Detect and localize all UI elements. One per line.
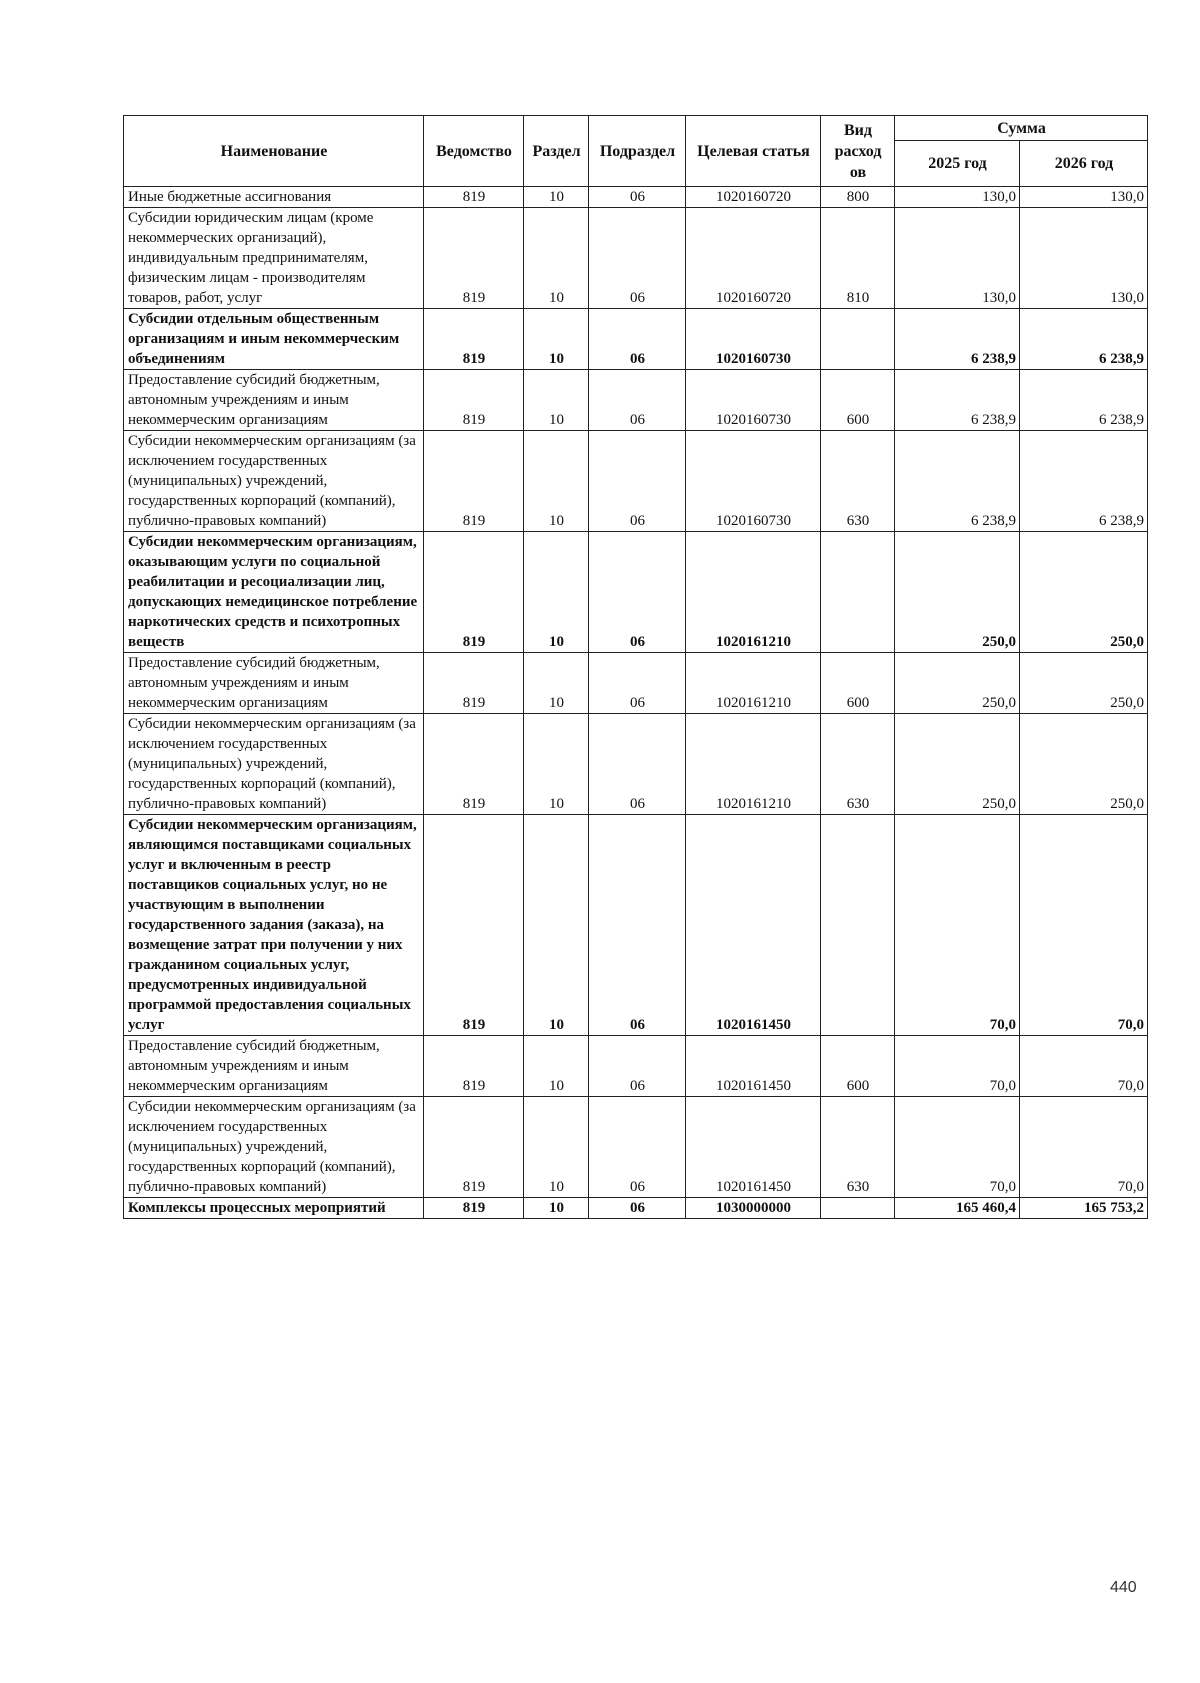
cell-sum-2026: 6 238,9 — [1020, 370, 1148, 431]
table-row — [124, 1036, 1148, 1097]
cell-razdel: 10 — [524, 1097, 589, 1198]
cell-podrazdel: 06 — [589, 187, 686, 208]
cell-sum-2026: 130,0 — [1020, 187, 1148, 208]
header-name: Наименование — [124, 116, 424, 187]
cell-sum-2026: 6 238,9 — [1020, 431, 1148, 532]
cell-sum-2025: 250,0 — [895, 714, 1020, 815]
header-2026: 2026 год — [1020, 141, 1148, 187]
cell-sum-2026: 6 238,9 — [1020, 309, 1148, 370]
cell-name: Субсидии некоммерческим организациям, являющимся поставщиками социальных услуг и включенным в реестр поставщиков социальных услуг, но не участвующим в выполнении государственного задания (заказа), на возмещение затрат при получении у них гражданином социальных услуг, предусмотренных индивидуальной программой предоставления социальных услуг — [124, 815, 424, 1036]
cell-podrazdel: 06 — [589, 532, 686, 653]
cell-sum-2026: 250,0 — [1020, 653, 1148, 714]
cell-vedomstvo: 819 — [424, 653, 524, 714]
table-row — [124, 532, 1148, 653]
header-razdel: Раздел — [524, 116, 589, 187]
cell-name: Иные бюджетные ассигнования — [124, 187, 424, 208]
page-number: 440 — [1110, 1579, 1137, 1596]
cell-tselevaya-statya: 1020161210 — [686, 714, 821, 815]
cell-vedomstvo: 819 — [424, 187, 524, 208]
cell-tselevaya-statya: 1020160730 — [686, 431, 821, 532]
header-tselevaya-statya: Целевая статья — [686, 116, 821, 187]
cell-razdel: 10 — [524, 532, 589, 653]
cell-vedomstvo: 819 — [424, 370, 524, 431]
cell-sum-2025: 6 238,9 — [895, 370, 1020, 431]
cell-sum-2025: 70,0 — [895, 1097, 1020, 1198]
cell-name: Субсидии некоммерческим организациям, оказывающим услуги по социальной реабилитации и ресоциализации лиц, допускающих немедицинское потребление наркотических средств и психотропных веществ — [124, 532, 424, 653]
table-row — [124, 714, 1148, 815]
cell-podrazdel: 06 — [589, 815, 686, 1036]
header-2025: 2025 год — [895, 141, 1020, 187]
cell-razdel: 10 — [524, 370, 589, 431]
cell-sum-2026: 250,0 — [1020, 714, 1148, 815]
cell-podrazdel: 06 — [589, 714, 686, 815]
cell-name: Предоставление субсидий бюджетным, автономным учреждениям и иным некоммерческим организациям — [124, 653, 424, 714]
cell-podrazdel: 06 — [589, 1097, 686, 1198]
cell-razdel: 10 — [524, 309, 589, 370]
cell-tselevaya-statya: 1020160720 — [686, 187, 821, 208]
cell-razdel: 10 — [524, 815, 589, 1036]
cell-vedomstvo: 819 — [424, 431, 524, 532]
cell-name: Субсидии некоммерческим организациям (за исключением государственных (муниципальных) учреждений, государственных корпораций (компаний), публично-правовых компаний) — [124, 714, 424, 815]
cell-razdel: 10 — [524, 1198, 589, 1219]
cell-vedomstvo: 819 — [424, 208, 524, 309]
cell-vedomstvo: 819 — [424, 532, 524, 653]
cell-name: Предоставление субсидий бюджетным, автономным учреждениям и иным некоммерческим организациям — [124, 370, 424, 431]
header-vid-raskhodov: Вид расход ов — [821, 116, 895, 187]
cell-vid-raskhodov: 600 — [821, 653, 895, 714]
cell-tselevaya-statya: 1020161210 — [686, 532, 821, 653]
cell-tselevaya-statya: 1020160730 — [686, 370, 821, 431]
cell-vedomstvo: 819 — [424, 815, 524, 1036]
cell-tselevaya-statya: 1020160730 — [686, 309, 821, 370]
cell-podrazdel: 06 — [589, 1036, 686, 1097]
cell-name: Субсидии юридическим лицам (кроме некоммерческих организаций), индивидуальным предпринимателям, физическим лицам - производителям товаров, работ, услуг — [124, 208, 424, 309]
table-row — [124, 208, 1148, 309]
table-row — [124, 653, 1148, 714]
cell-razdel: 10 — [524, 187, 589, 208]
header-vedomstvo: Ведомство — [424, 116, 524, 187]
cell-sum-2026: 250,0 — [1020, 532, 1148, 653]
cell-tselevaya-statya: 1020160720 — [686, 208, 821, 309]
cell-sum-2025: 250,0 — [895, 532, 1020, 653]
cell-vid-raskhodov: 630 — [821, 1097, 895, 1198]
cell-sum-2025: 6 238,9 — [895, 431, 1020, 532]
table-body — [124, 187, 1148, 1219]
cell-podrazdel: 06 — [589, 370, 686, 431]
table-row — [124, 1198, 1148, 1219]
cell-vedomstvo: 819 — [424, 1198, 524, 1219]
cell-sum-2026: 70,0 — [1020, 815, 1148, 1036]
cell-name: Предоставление субсидий бюджетным, автономным учреждениям и иным некоммерческим организациям — [124, 1036, 424, 1097]
cell-sum-2025: 6 238,9 — [895, 309, 1020, 370]
cell-vid-raskhodov: 600 — [821, 370, 895, 431]
cell-vid-raskhodov — [821, 1198, 895, 1219]
cell-sum-2026: 70,0 — [1020, 1097, 1148, 1198]
cell-razdel: 10 — [524, 208, 589, 309]
cell-vid-raskhodov: 800 — [821, 187, 895, 208]
cell-razdel: 10 — [524, 431, 589, 532]
cell-sum-2025: 250,0 — [895, 653, 1020, 714]
cell-sum-2026: 70,0 — [1020, 1036, 1148, 1097]
cell-razdel: 10 — [524, 714, 589, 815]
cell-podrazdel: 06 — [589, 309, 686, 370]
cell-vedomstvo: 819 — [424, 714, 524, 815]
cell-tselevaya-statya: 1020161450 — [686, 1036, 821, 1097]
cell-name: Комплексы процессных мероприятий — [124, 1198, 424, 1219]
cell-tselevaya-statya: 1020161210 — [686, 653, 821, 714]
cell-vid-raskhodov: 810 — [821, 208, 895, 309]
cell-vedomstvo: 819 — [424, 1097, 524, 1198]
table-row — [124, 187, 1148, 208]
cell-podrazdel: 06 — [589, 653, 686, 714]
cell-vedomstvo: 819 — [424, 309, 524, 370]
cell-vid-raskhodov: 630 — [821, 431, 895, 532]
table-row — [124, 431, 1148, 532]
cell-sum-2025: 70,0 — [895, 1036, 1020, 1097]
cell-sum-2025: 70,0 — [895, 815, 1020, 1036]
table-row — [124, 815, 1148, 1036]
header-podrazdel: Подраздел — [589, 116, 686, 187]
cell-vid-raskhodov — [821, 815, 895, 1036]
cell-sum-2025: 130,0 — [895, 208, 1020, 309]
cell-sum-2025: 130,0 — [895, 187, 1020, 208]
cell-vid-raskhodov: 600 — [821, 1036, 895, 1097]
table-row — [124, 1097, 1148, 1198]
cell-sum-2026: 165 753,2 — [1020, 1198, 1148, 1219]
cell-razdel: 10 — [524, 1036, 589, 1097]
header-summa: Сумма — [895, 116, 1148, 141]
cell-razdel: 10 — [524, 653, 589, 714]
table-row — [124, 309, 1148, 370]
table-row — [124, 370, 1148, 431]
budget-table — [123, 115, 1148, 1219]
cell-name: Субсидии некоммерческим организациям (за исключением государственных (муниципальных) учреждений, государственных корпораций (компаний), публично-правовых компаний) — [124, 1097, 424, 1198]
cell-sum-2026: 130,0 — [1020, 208, 1148, 309]
cell-vedomstvo: 819 — [424, 1036, 524, 1097]
cell-tselevaya-statya: 1030000000 — [686, 1198, 821, 1219]
cell-tselevaya-statya: 1020161450 — [686, 815, 821, 1036]
cell-vid-raskhodov: 630 — [821, 714, 895, 815]
cell-name: Субсидии отдельным общественным организациям и иным некоммерческим объединениям — [124, 309, 424, 370]
cell-name: Субсидии некоммерческим организациям (за исключением государственных (муниципальных) учреждений, государственных корпораций (компаний), публично-правовых компаний) — [124, 431, 424, 532]
cell-podrazdel: 06 — [589, 1198, 686, 1219]
cell-vid-raskhodov — [821, 309, 895, 370]
cell-vid-raskhodov — [821, 532, 895, 653]
cell-podrazdel: 06 — [589, 208, 686, 309]
cell-podrazdel: 06 — [589, 431, 686, 532]
cell-tselevaya-statya: 1020161450 — [686, 1097, 821, 1198]
cell-sum-2025: 165 460,4 — [895, 1198, 1020, 1219]
